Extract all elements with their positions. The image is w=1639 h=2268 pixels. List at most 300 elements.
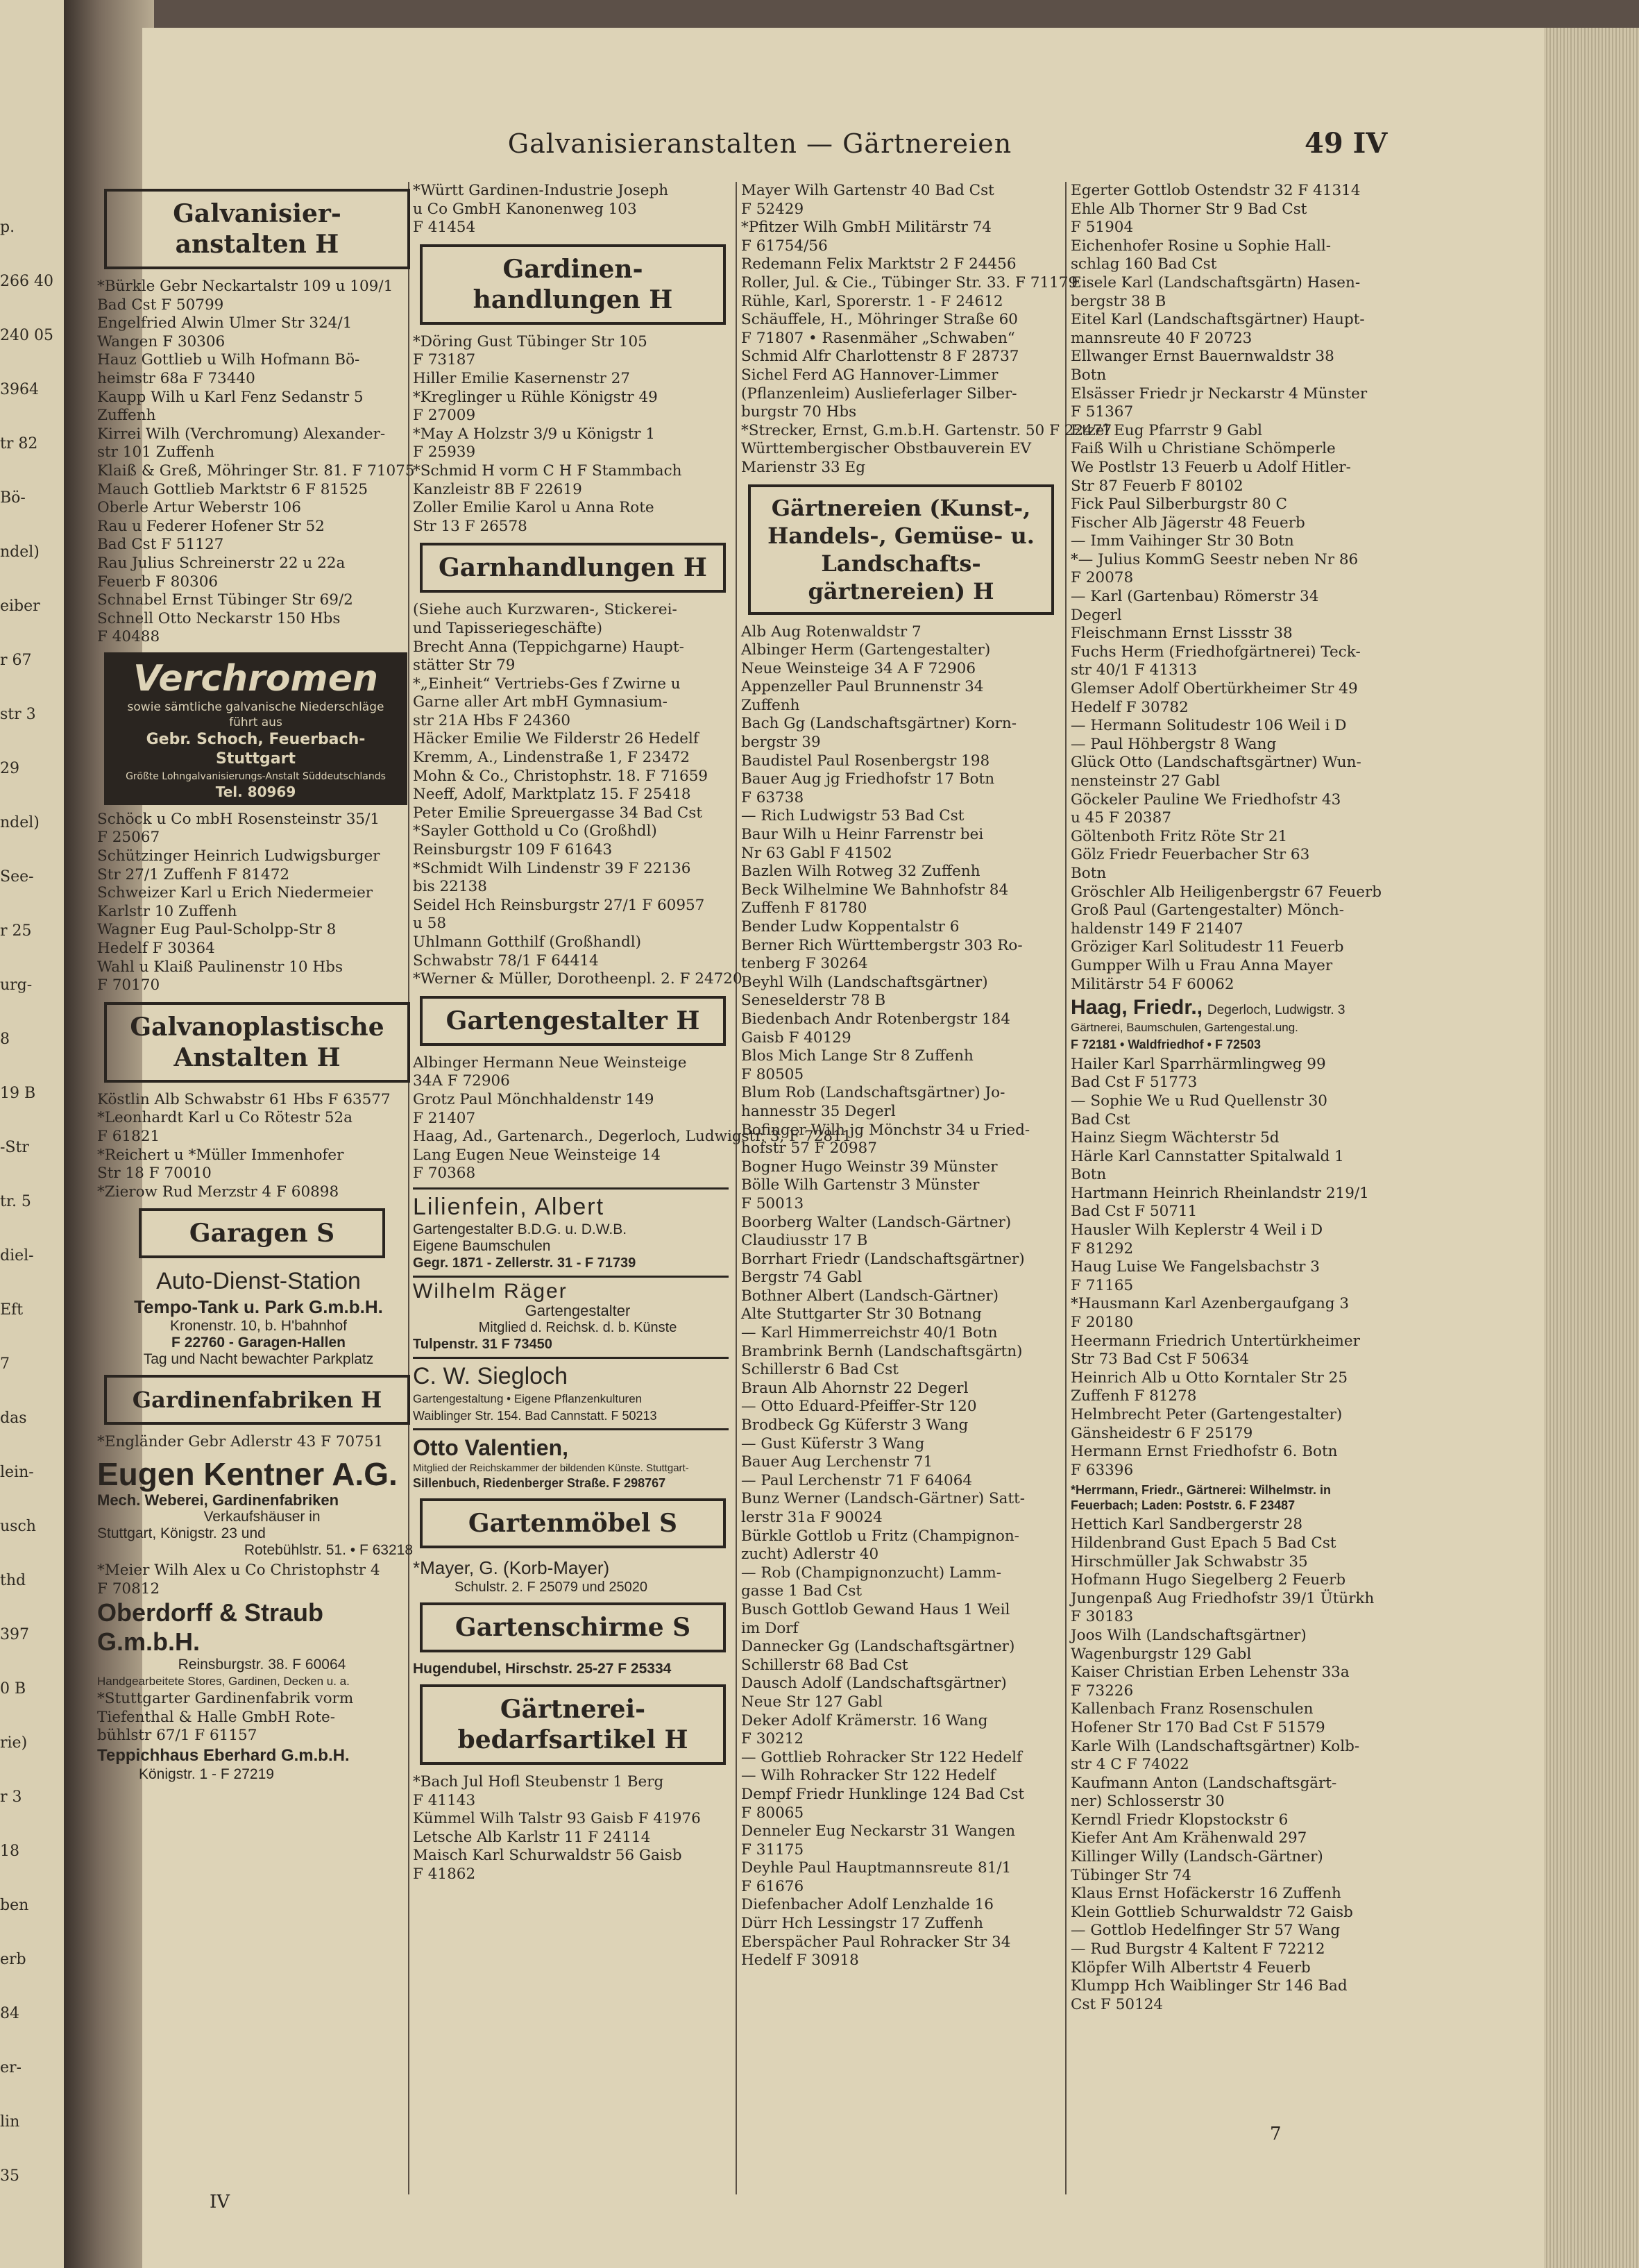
- ad-line: Mitglied d. Reichsk. d. b. Künste: [478, 1319, 677, 1335]
- directory-entry: Marienstr 33 Eg: [741, 458, 865, 476]
- directory-entry: Tiefenthal & Halle GmbH Rote-: [97, 1708, 336, 1726]
- directory-entry: Alb Aug Rotenwaldstr 7: [741, 623, 922, 641]
- directory-entry: Redemann Felix Marktstr 2 F 24456: [741, 255, 1017, 273]
- directory-entry: Oberle Artur Weberstr 106: [97, 499, 301, 517]
- directory-entry: Wahl u Klaiß Paulinenstr 10 Hbs: [97, 958, 343, 976]
- directory-entry: Schützinger Heinrich Ludwigsburger: [97, 847, 380, 865]
- directory-entry: Bürkle Gottlob u Fritz (Champignon-: [741, 1527, 1019, 1545]
- left-page-fragment: p.: [0, 219, 15, 236]
- directory-entry: u 45 F 20387: [1071, 809, 1172, 827]
- directory-entry: Cst F 50124: [1071, 1995, 1164, 2013]
- directory-entry: Killinger Willy (Landsch-Gärtner): [1071, 1848, 1323, 1866]
- ad-line: Degerloch, Ludwigstr. 3: [1207, 1003, 1345, 1018]
- directory-entry: Klein Gottlieb Schurwaldstr 72 Gaisb: [1071, 1903, 1353, 1921]
- directory-entry: Hofmann Hugo Siegelberg 2 Feuerb: [1071, 1571, 1346, 1589]
- directory-entry: Zuffenh: [97, 407, 156, 425]
- directory-entry: Lang Eugen Neue Weinsteige 14: [413, 1146, 661, 1164]
- directory-entry: F 51904: [1071, 219, 1134, 237]
- directory-entry: Bender Ludw Koppentalstr 6: [741, 918, 960, 936]
- directory-entry: nensteinstr 27 Gabl: [1071, 772, 1221, 790]
- left-page-fragment: 29: [0, 760, 19, 777]
- directory-entry: F 80065: [741, 1804, 804, 1822]
- directory-entry: Braun Alb Ahornstr 22 Degerl: [741, 1379, 969, 1397]
- directory-entry: *Engländer Gebr Adlerstr 43 F 70751: [97, 1433, 384, 1451]
- directory-entry: Gröschler Alb Heiligenbergstr 67 Feuerb: [1071, 883, 1382, 901]
- left-page-fragment: 84: [0, 2005, 19, 2022]
- directory-entry: bühlstr 67/1 F 61157: [97, 1727, 257, 1745]
- directory-entry: Rühle, Karl, Sporerstr. 1 - F 24612: [741, 292, 1003, 310]
- directory-entry: Fuchs Herm (Friedhofgärtnerei) Teck-: [1071, 643, 1361, 661]
- teppich-ad: [97, 1745, 427, 1783]
- directory-entry: Klaiß & Greß, Möhringer Str. 81. F 71075: [97, 462, 415, 480]
- ad-line: Gegr. 1871 - Zellerstr. 31 - F 71739: [413, 1255, 636, 1271]
- ad-line: Tag und Nacht bewachter Parkplatz: [143, 1351, 374, 1368]
- directory-entry: Claudiusstr 17 B: [741, 1232, 868, 1250]
- directory-entry: Hedelf F 30364: [97, 940, 215, 958]
- directory-entry: Ellwanger Ernst Bauernwaldstr 38: [1071, 348, 1334, 366]
- divider: [413, 1187, 729, 1190]
- lilienfein-ad: [413, 1192, 742, 1271]
- directory-entry: F 63396: [1071, 1461, 1134, 1479]
- directory-entry: *Bürkle Gebr Neckartalstr 109 u 109/1: [97, 278, 393, 295]
- directory-entry: Bölle Wilh Gartenstr 3 Münster: [741, 1176, 980, 1194]
- ad-line: Gartengestalter B.D.G. u. D.W.B.: [413, 1221, 627, 1237]
- directory-entry: Härle Karl Cannstatter Spitalwald 1: [1071, 1147, 1344, 1165]
- directory-entry: Kallenbach Franz Rosenschulen: [1071, 1700, 1314, 1718]
- directory-entry: Rau u Federer Hofener Str 52: [97, 517, 325, 535]
- left-page-fragment: -Str: [0, 1139, 29, 1156]
- directory-entry: tenberg F 30264: [741, 955, 868, 973]
- directory-entry: gasse 1 Bad Cst: [741, 1582, 863, 1600]
- directory-entry: Klaus Ernst Hofäckerstr 16 Zuffenh: [1071, 1885, 1341, 1903]
- left-page-fragment: str 3: [0, 706, 36, 723]
- directory-entry: Kirrei Wilh (Verchromung) Alexander-: [97, 425, 386, 443]
- directory-entry: *Hausmann Karl Azenbergaufgang 3: [1071, 1295, 1350, 1313]
- directory-entry: Brecht Anna (Teppichgarne) Haupt-: [413, 638, 684, 656]
- directory-entry: Joos Wilh (Landschaftsgärtner): [1071, 1626, 1307, 1644]
- directory-entry: F 20078: [1071, 569, 1134, 587]
- ad-line: Kronenstr. 10, b. H'bahnhof: [169, 1318, 347, 1335]
- section-heading: Gardinenfabriken H: [104, 1375, 410, 1425]
- directory-entry: *Schmid H vorm C H F Stammbach: [413, 462, 682, 480]
- entry-list: [1071, 182, 1400, 994]
- hugendubel-ad: Hugendubel, Hirschstr. 25-27 F 25334: [413, 1660, 672, 1677]
- directory-entry: Köstlin Alb Schwabstr 61 Hbs F 63577: [97, 1090, 391, 1108]
- directory-entry: Hiller Emilie Kasernenstr 27: [413, 369, 630, 387]
- directory-entry: — Hermann Solitudestr 106 Weil i D: [1071, 717, 1347, 735]
- directory-entry: — Paul Lerchenstr 71 F 64064: [741, 1471, 973, 1489]
- entry-list: [413, 333, 742, 536]
- directory-entry: Deyhle Paul Hauptmannsreute 81/1: [741, 1859, 1012, 1877]
- mayer-ad: [413, 1557, 742, 1596]
- left-page-fragment: lein-: [0, 1464, 34, 1481]
- directory-entry: Blos Mich Lange Str 8 Zuffenh: [741, 1047, 974, 1065]
- directory-entry: Mohn & Co., Christophstr. 18. F 71659: [413, 767, 708, 785]
- directory-entry: Busch Gottlob Gewand Haus 1 Weil: [741, 1600, 1010, 1618]
- siegloch-ad: [413, 1362, 742, 1424]
- directory-entry: Kremm, A., Lindenstraße 1, F 23472: [413, 749, 690, 767]
- directory-entry: str 40/1 F 41313: [1071, 661, 1198, 679]
- directory-entry: F 73187: [413, 351, 476, 369]
- ad-line: Teppichhaus Eberhard G.m.b.H.: [97, 1745, 350, 1765]
- directory-entry: zucht) Adlerstr 40: [741, 1546, 879, 1564]
- directory-entry: hannesstr 35 Degerl: [741, 1102, 896, 1120]
- directory-entry: Häcker Emilie We Filderstr 26 Hedelf: [413, 730, 699, 748]
- directory-entry: Bad Cst F 50799: [97, 296, 224, 314]
- directory-entry: Letsche Alb Karlstr 11 F 24114: [413, 1828, 651, 1846]
- herrmann-ad: *Herrmann, Friedr., Gärtnerei: Wilhelmstr. in Feuerbach; Laden: Poststr. 6. F 23487: [1071, 1483, 1331, 1513]
- directory-entry: Diefenbacher Adolf Lenzhalde 16: [741, 1896, 994, 1914]
- directory-entry: Hildenbrand Gust Epach 5 Bad Cst: [1071, 1534, 1336, 1552]
- directory-entry: Elsässer Friedr jr Neckarstr 4 Münster: [1071, 384, 1368, 403]
- entry-list: [97, 1091, 427, 1202]
- directory-entry: *Werner & Müller, Dorotheenpl. 2. F 24720: [413, 970, 742, 988]
- directory-entry: Hauz Gottlieb u Wilh Hofmann Bö-: [97, 351, 360, 369]
- ad-line: Rotebühlstr. 51. • F 63218: [244, 1541, 413, 1558]
- verchromen-ad: [104, 652, 407, 805]
- directory-entry: Zuffenh F 81278: [1071, 1387, 1197, 1405]
- directory-entry: bergstr 39: [741, 734, 821, 752]
- directory-entry: Groß Paul (Gartengestalter) Mönch-: [1071, 902, 1345, 920]
- directory-entry: Brodbeck Gg Küferstr 3 Wang: [741, 1416, 969, 1435]
- directory-entry: *— Julius KommG Seestr neben Nr 86: [1071, 550, 1359, 568]
- directory-entry: Haug Luise We Fangelsbachstr 3: [1071, 1258, 1320, 1276]
- directory-entry: mannsreute 40 F 20723: [1071, 329, 1252, 347]
- directory-entry: *„Einheit“ Vertriebs-Ges f Zwirne u: [413, 675, 681, 693]
- directory-entry: Neue Weinsteige 34 A F 72906: [741, 659, 976, 677]
- directory-entry: Karle Wilh (Landschaftsgärtner) Kolb-: [1071, 1737, 1360, 1755]
- section-heading: Gärtnereien (Kunst-, Handels-, Gemüse- u. Landschafts-gärtnereien) H: [748, 484, 1054, 615]
- directory-entry: Württembergischer Obstbauverein EV: [741, 440, 1032, 458]
- ad-line: Otto Valentien,: [413, 1435, 569, 1460]
- directory-entry: Engelfried Alwin Ulmer Str 324/1: [97, 314, 353, 332]
- left-page-fragment: tr. 5: [0, 1193, 31, 1210]
- directory-entry: Heermann Friedrich Untertürkheimer: [1071, 1332, 1360, 1350]
- directory-entry: Dempf Friedr Hunklinge 124 Bad Cst: [741, 1785, 1025, 1803]
- directory-entry: Brambrink Bernh (Landschaftsgärtn): [741, 1342, 1023, 1360]
- directory-entry: *Döring Gust Tübinger Str 105: [413, 332, 647, 350]
- directory-entry: Rau Julius Schreinerstr 22 u 22a: [97, 554, 346, 572]
- directory-entry: — Gust Küferstr 3 Wang: [741, 1435, 925, 1453]
- directory-entry: u Co GmbH Kanonenweg 103: [413, 200, 637, 218]
- haag-ad: [1071, 997, 1400, 1053]
- left-page-fragment: 35: [0, 2167, 19, 2185]
- directory-entry: F 31175: [741, 1840, 804, 1859]
- directory-entry: Bauer Aug Lerchenstr 71: [741, 1453, 933, 1471]
- directory-entry: ner) Schlosserstr 30: [1071, 1793, 1225, 1811]
- directory-entry: str 21A Hbs F 24360: [413, 711, 571, 729]
- raeger-ad: [413, 1280, 742, 1353]
- directory-entry: Mauch Gottlieb Marktstr 6 F 81525: [97, 480, 368, 498]
- oberdorff-ad: [97, 1598, 427, 1690]
- directory-entry: Bofinger Wilh jg Mönchstr 34 u Fried-: [741, 1121, 1030, 1139]
- directory-entry: F 70368: [413, 1165, 476, 1183]
- directory-entry: heimstr 68a F 73440: [97, 369, 255, 387]
- directory-entry: F 41143: [413, 1791, 476, 1809]
- directory-entry: Boorberg Walter (Landsch-Gärtner): [741, 1213, 1012, 1231]
- directory-entry: Haag, Ad., Gartenarch., Degerloch, Ludwigstr. 3, F 72811: [413, 1128, 852, 1146]
- directory-entry: Feuerb F 80306: [97, 573, 219, 591]
- ad-line: Mitglied der Reichskammer der bildenden Künste. Stuttgart-: [413, 1462, 689, 1474]
- left-page-fragment: 0 B: [0, 1680, 26, 1698]
- directory-entry: Baur Wilh u Heinr Farrenstr bei: [741, 826, 984, 844]
- directory-entry: F 30183: [1071, 1608, 1134, 1626]
- directory-entry: F 63738: [741, 788, 804, 806]
- directory-entry: *Schmidt Wilh Lindenstr 39 F 22136: [413, 859, 691, 877]
- directory-entry: *Leonhardt Karl u Co Rötestr 52a: [97, 1109, 353, 1127]
- directory-entry: Klöpfer Wilh Albertstr 4 Feuerb: [1071, 1958, 1311, 1977]
- directory-entry: — Otto Eduard-Pfeiffer-Str 120: [741, 1398, 977, 1416]
- left-page-fragment: tr 82: [0, 435, 38, 452]
- directory-entry: *Stuttgarter Gardinenfabrik vorm: [97, 1690, 354, 1708]
- directory-entry: 34A F 72906: [413, 1072, 510, 1090]
- directory-entry: Glück Otto (Landschaftsgärtner) Wun-: [1071, 754, 1361, 772]
- directory-entry: Egerter Gottlob Ostendstr 32 F 41314: [1071, 182, 1361, 199]
- directory-entry: Beyhl Wilh (Landschaftsgärtner): [741, 973, 988, 991]
- directory-entry: Kiefer Ant Am Krähenwald 297: [1071, 1829, 1307, 1847]
- directory-entry: — Paul Höhbergstr 8 Wang: [1071, 735, 1277, 753]
- directory-entry: F 20180: [1071, 1314, 1134, 1332]
- directory-entry: Wangen F 30306: [97, 332, 226, 350]
- directory-entry: Dürr Hch Lessingstr 17 Zuffenh: [741, 1915, 983, 1933]
- ad-title: Verchromen: [133, 657, 379, 700]
- entry-list: [97, 811, 427, 995]
- ad-line: Tulpenstr. 31 F 73450: [413, 1336, 552, 1352]
- ad-line: Größte Lohngalvanisierungs-Anstalt Süddeutschlands: [126, 770, 386, 782]
- directory-entry: Schöck u Co mbH Rosensteinstr 35/1: [97, 810, 380, 828]
- directory-entry: Kümmel Wilh Talstr 93 Gaisb F 41976: [413, 1810, 701, 1828]
- entry-list: [97, 1562, 427, 1598]
- directory-entry: F 25067: [97, 829, 160, 847]
- left-page-fragment: Eft: [0, 1301, 24, 1319]
- directory-entry: *Reichert u *Müller Immenhofer: [97, 1146, 344, 1164]
- directory-entry: F 41862: [413, 1865, 476, 1883]
- ad-line: C. W. Siegloch: [413, 1362, 568, 1389]
- directory-entry: bergstr 38 B: [1071, 292, 1166, 310]
- directory-entry: Wagner Eug Paul-Scholpp-Str 8: [97, 921, 337, 939]
- directory-entry: Bogner Hugo Weinstr 39 Münster: [741, 1158, 998, 1176]
- auto-dienst-ad: [97, 1267, 420, 1368]
- left-page-fragment: das: [0, 1410, 27, 1427]
- directory-entry: (Pflanzenleim) Auslieferlager Silber-: [741, 384, 1017, 403]
- directory-entry: im Dorf: [741, 1619, 799, 1637]
- directory-entry: Bach Gg (Landschaftsgärtner) Korn-: [741, 715, 1017, 733]
- left-page-fragment: lin: [0, 2113, 20, 2131]
- directory-entry: Schmid Alfr Charlottenstr 8 F 28737: [741, 348, 1019, 366]
- directory-entry: Blum Rob (Landschaftsgärtner) Jo-: [741, 1084, 1005, 1102]
- directory-entry: Schillerstr 68 Bad Cst: [741, 1656, 908, 1674]
- directory-entry: F 25939: [413, 443, 476, 462]
- directory-entry: Hettich Karl Sandbergerstr 28: [1071, 1516, 1303, 1534]
- directory-entry: F 70170: [97, 976, 160, 995]
- directory-entry: — Wilh Rohracker Str 122 Hedelf: [741, 1767, 996, 1785]
- directory-entry: Hainz Siegm Wächterstr 5d: [1071, 1129, 1280, 1147]
- directory-entry: — Gottlob Hedelfinger Str 57 Wang: [1071, 1922, 1341, 1940]
- left-page-fragment: See-: [0, 868, 34, 886]
- left-page-fragment: diel-: [0, 1247, 34, 1264]
- directory-entry: Fleischmann Ernst Lissstr 38: [1071, 625, 1293, 643]
- directory-entry: — Rud Burgstr 4 Kaltent F 72212: [1071, 1940, 1325, 1958]
- directory-entry: F 81292: [1071, 1239, 1134, 1258]
- directory-entry: haldenstr 149 F 21407: [1071, 920, 1243, 938]
- left-page-fragment: 7: [0, 1355, 10, 1373]
- directory-entry: Militärstr 54 F 60062: [1071, 975, 1234, 993]
- directory-entry: Peter Emilie Spreuergasse 34 Bad Cst: [413, 804, 703, 822]
- directory-entry: F 30212: [741, 1730, 804, 1748]
- directory-entry: Botn: [1071, 864, 1107, 882]
- directory-entry: *Kreglinger u Rühle Königstr 49: [413, 388, 658, 406]
- directory-entry: *Württ Gardinen-Industrie Joseph: [413, 182, 669, 199]
- left-page-fragment: Bö-: [0, 489, 26, 507]
- directory-entry: — Karl Himmerreichstr 40/1 Botn: [741, 1324, 998, 1342]
- directory-entry: Dausch Adolf (Landschaftsgärtner): [741, 1675, 1007, 1693]
- directory-entry: F 71807 • Rasenmäher „Schwaben“: [741, 329, 1015, 347]
- entry-list: [1071, 1056, 1400, 1480]
- directory-entry: F 52429: [741, 200, 804, 218]
- directory-entry: Hartmann Heinrich Rheinlandstr 219/1: [1071, 1184, 1369, 1202]
- directory-entry: stätter Str 79: [413, 657, 516, 675]
- directory-entry: Berner Rich Württembergstr 303 Ro-: [741, 936, 1023, 954]
- directory-entry: Zoller Emilie Karol u Anna Rote: [413, 499, 654, 517]
- directory-entry: F 40488: [97, 628, 160, 646]
- directory-entry: We Postlstr 13 Feuerb u Adolf Hitler-: [1071, 458, 1351, 476]
- directory-entry: *May A Holzstr 3/9 u Königstr 1: [413, 425, 656, 443]
- directory-entry: Sichel Ferd AG Hannover-Limmer: [741, 366, 999, 384]
- section-heading: Gartengestalter H: [420, 996, 726, 1046]
- left-page-fragment: rie): [0, 1734, 28, 1752]
- ad-line: Reinsburgstr. 38. F 60064: [178, 1657, 346, 1673]
- ad-line: Sillenbuch, Riedenberger Straße. F 298767: [413, 1475, 666, 1490]
- ad-line: Haag, Friedr.,: [1071, 996, 1203, 1019]
- entry-list: [97, 1433, 427, 1452]
- directory-entry: Ehle Alb Thorner Str 9 Bad Cst: [1071, 200, 1307, 218]
- directory-entry: Schnabel Ernst Tübinger Str 69/2: [97, 591, 353, 609]
- directory-entry: Göckeler Pauline We Friedhofstr 43: [1071, 790, 1341, 809]
- directory-entry: F 70812: [97, 1580, 160, 1598]
- ad-line: führt aus: [229, 715, 282, 729]
- directory-entry: u 58: [413, 915, 447, 933]
- page-number: 49 IV: [1305, 127, 1388, 160]
- directory-entry: F 50013: [741, 1194, 804, 1212]
- directory-entry: Kaiser Christian Erben Lehenstr 33a: [1071, 1664, 1350, 1682]
- ad-line: Gärtnerei, Baumschulen, Gartengestal.ung.: [1071, 1020, 1298, 1034]
- directory-entry: Schweizer Karl u Erich Niedermeier: [97, 884, 373, 902]
- directory-entry: str 101 Zuffenh: [97, 443, 215, 462]
- directory-entry: Albinger Herm (Gartengestalter): [741, 641, 991, 659]
- directory-entry: F 61754/56: [741, 237, 828, 255]
- directory-entry: (Siehe auch Kurzwaren-, Stickerei-: [413, 601, 677, 619]
- divider: [413, 1357, 729, 1359]
- ad-line: Lilienfein, Albert: [413, 1193, 605, 1220]
- directory-entry: Kaufmann Anton (Landschaftsgärt-: [1071, 1774, 1337, 1792]
- directory-entry: Bad Cst F 50711: [1071, 1203, 1198, 1221]
- directory-entry: Bad Cst: [1071, 1110, 1130, 1128]
- directory-entry: Fick Paul Silberburgstr 80 C: [1071, 496, 1287, 514]
- entry-list: [97, 1690, 427, 1745]
- ad-line: Schulstr. 2. F 25079 und 25020: [455, 1579, 647, 1595]
- directory-entry: Alte Stuttgarter Str 30 Botnang: [741, 1305, 982, 1323]
- section-heading: Gartenschirme S: [420, 1602, 726, 1652]
- left-page-fragment: 18: [0, 1843, 19, 1860]
- ad-line: Tel. 80969: [215, 783, 296, 800]
- ad-line: Mech. Weberei, Gardinenfabriken: [97, 1491, 339, 1509]
- directory-entry: Jungenpaß Aug Friedhofstr 39/1 Ütürkh: [1071, 1589, 1375, 1607]
- directory-entry: Degerl: [1071, 606, 1122, 624]
- ad-line: Wilhelm Räger: [413, 1279, 568, 1303]
- directory-entry: bis 22138: [413, 878, 487, 896]
- directory-entry: hofstr 57 F 20987: [741, 1140, 877, 1158]
- directory-entry: Schwabstr 78/1 F 64414: [413, 951, 599, 970]
- directory-entry: F 73226: [1071, 1682, 1134, 1700]
- directory-entry: Str 87 Feuerb F 80102: [1071, 477, 1243, 495]
- directory-entry: Zuffenh: [741, 696, 800, 714]
- ad-line: Auto-Dienst-Station: [156, 1268, 361, 1295]
- ad-line: Königstr. 1 - F 27219: [139, 1766, 274, 1782]
- page-footer-right: 7: [1270, 2124, 1282, 2144]
- entry-list: [413, 601, 742, 988]
- ad-line: Gebr. Schoch, Feuerbach-Stuttgart: [146, 730, 366, 768]
- section-heading: Gardinen-handlungen H: [420, 244, 726, 325]
- directory-entry: Nr 63 Gabl F 41502: [741, 844, 892, 862]
- directory-entry: Glemser Adolf Obertürkheimer Str 49: [1071, 680, 1358, 698]
- directory-entry: Schäuffele, H., Möhringer Straße 60: [741, 311, 1018, 329]
- directory-entry: Neeff, Adolf, Marktplatz 15. F 25418: [413, 786, 691, 804]
- divider: [413, 1276, 729, 1278]
- directory-entry: lerstr 31a F 90024: [741, 1509, 883, 1526]
- directory-entry: *Strecker, Ernst, G.m.b.H. Gartenstr. 50 F 22477: [741, 421, 1112, 439]
- page-footer-left: IV: [210, 2192, 230, 2212]
- directory-entry: *Pfitzer Wilh GmbH Militärstr 74: [741, 219, 992, 237]
- left-page-fragment: erb: [0, 1951, 26, 1968]
- directory-entry: Seneselderstr 78 B: [741, 992, 886, 1010]
- ad-line: F 72181 • Waldfriedhof • F 72503: [1071, 1037, 1262, 1051]
- directory-entry: Hirschmüller Jak Schwabstr 35: [1071, 1552, 1308, 1571]
- directory-entry: Reinsburgstr 109 F 61643: [413, 841, 613, 859]
- directory-entry: Str 73 Bad Cst F 50634: [1071, 1351, 1249, 1369]
- entry-list: [741, 623, 1071, 1970]
- page-header: Galvanisieranstalten — Gärtnereien: [507, 128, 1012, 159]
- directory-entry: F 51367: [1071, 403, 1134, 421]
- directory-entry: Beck Wilhelmine We Bahnhofstr 84: [741, 881, 1009, 899]
- kentner-ad: [97, 1456, 427, 1559]
- directory-entry: Bergstr 74 Gabl: [741, 1269, 863, 1287]
- directory-entry: Bothner Albert (Landsch-Gärtner): [741, 1287, 999, 1305]
- directory-entry: Grotz Paul Mönchhaldenstr 149: [413, 1090, 654, 1108]
- directory-entry: — Karl (Gartenbau) Römerstr 34: [1071, 588, 1319, 606]
- directory-entry: schlag 160 Bad Cst: [1071, 255, 1217, 273]
- directory-entry: str 4 C F 74022: [1071, 1756, 1189, 1774]
- left-page-fragment: thd: [0, 1572, 26, 1589]
- left-page-fragment: r 3: [0, 1788, 22, 1806]
- left-page-fragment: 19 B: [0, 1085, 36, 1102]
- directory-entry: Eisele Karl (Landschaftsgärtn) Hasen-: [1071, 273, 1361, 291]
- directory-entry: Biedenbach Andr Rotenbergstr 184: [741, 1010, 1010, 1028]
- directory-entry: Str 13 F 26578: [413, 517, 527, 535]
- directory-entry: Eitel Karl (Landschaftsgärtner) Haupt-: [1071, 311, 1365, 329]
- directory-entry: Baudistel Paul Rosenbergstr 198: [741, 752, 990, 770]
- left-page-fragment: 240 05: [0, 327, 53, 344]
- section-heading: Galvanoplastische Anstalten H: [104, 1002, 410, 1083]
- ad-line: Verkaufshäuser in: [203, 1508, 321, 1525]
- directory-entry: — Rich Ludwigstr 53 Bad Cst: [741, 807, 965, 825]
- directory-entry: — Rob (Champignonzucht) Lamm-: [741, 1564, 1002, 1582]
- section-heading: Gartenmöbel S: [420, 1498, 726, 1548]
- directory-entry: Dannecker Gg (Landschaftsgärtner): [741, 1638, 1015, 1656]
- divider: [413, 1428, 729, 1430]
- ad-line: *Mayer, G. (Korb-Mayer): [413, 1557, 610, 1578]
- directory-entry: burgstr 70 Hbs: [741, 403, 857, 421]
- ad-line: Waiblinger Str. 154. Bad Cannstatt. F 50213: [413, 1408, 657, 1423]
